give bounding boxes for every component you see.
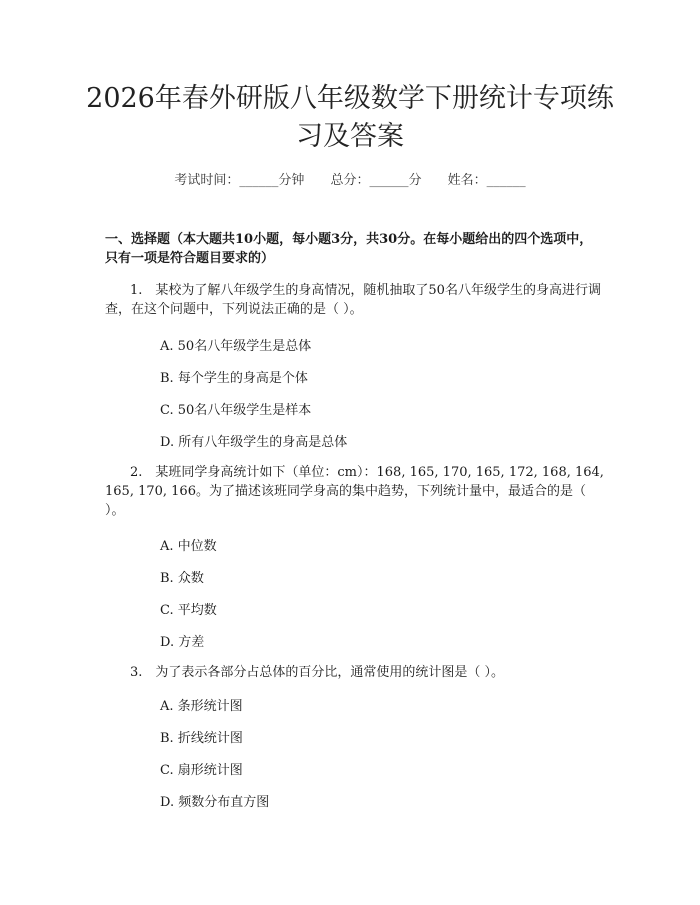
exam-time: 考试时间：______分钟 (174, 173, 305, 188)
question-2-option-c: C. 平均数 (160, 603, 217, 618)
total-score: 总分：______分 (330, 173, 422, 188)
exam-meta (0, 169, 700, 188)
question-1-option-c: C. 50名八年级学生是样本 (160, 403, 312, 418)
title-line-1: 2026年春外研版八年级数学下册统计专项练 (86, 83, 614, 114)
question-1-option-a: A. 50名八年级学生是总体 (160, 339, 312, 354)
question-3-stem: 3. 为了表示各部分占总体的百分比，通常使用的统计图是（ ）。 (130, 665, 505, 680)
question-3-option-a: A. 条形统计图 (160, 699, 243, 714)
question-2-option-a: A. 中位数 (160, 539, 217, 554)
question-2-option-d: D. 方差 (160, 635, 205, 650)
question-2-option-b: B. 众数 (160, 571, 204, 586)
question-3-option-d: D. 频数分布直方图 (160, 795, 270, 810)
section-heading: 一、选择题（本大题共10小题，每小题3分，共30分。在每小题给出的四个选项中，只有一项是符合题目要求的） (105, 232, 593, 266)
question-3-option-b: B. 折线统计图 (160, 731, 243, 746)
title-line-2: 习及答案 (296, 121, 404, 152)
document-title (60, 80, 640, 156)
question-1-option-b: B. 每个学生的身高是个体 (160, 371, 308, 386)
question-2-stem: 2. 某班同学身高统计如下（单位：cm）：168, 165, 170, 165, 172, 168, 164, 165, 170, 166。为了描述该班同学身高的集中趋势，下列统计量中，最适合的是（ ）。 (105, 465, 604, 518)
student-name: 姓名：______ (447, 173, 526, 188)
question-3-option-c: C. 扇形统计图 (160, 763, 243, 778)
question-1-stem: 1. 某校为了解八年级学生的身高情况，随机抽取了50名八年级学生的身高进行调查，在这个问题中，下列说法正确的是（ ）。 (105, 283, 601, 317)
question-1-option-d: D. 所有八年级学生的身高是总体 (160, 435, 348, 450)
